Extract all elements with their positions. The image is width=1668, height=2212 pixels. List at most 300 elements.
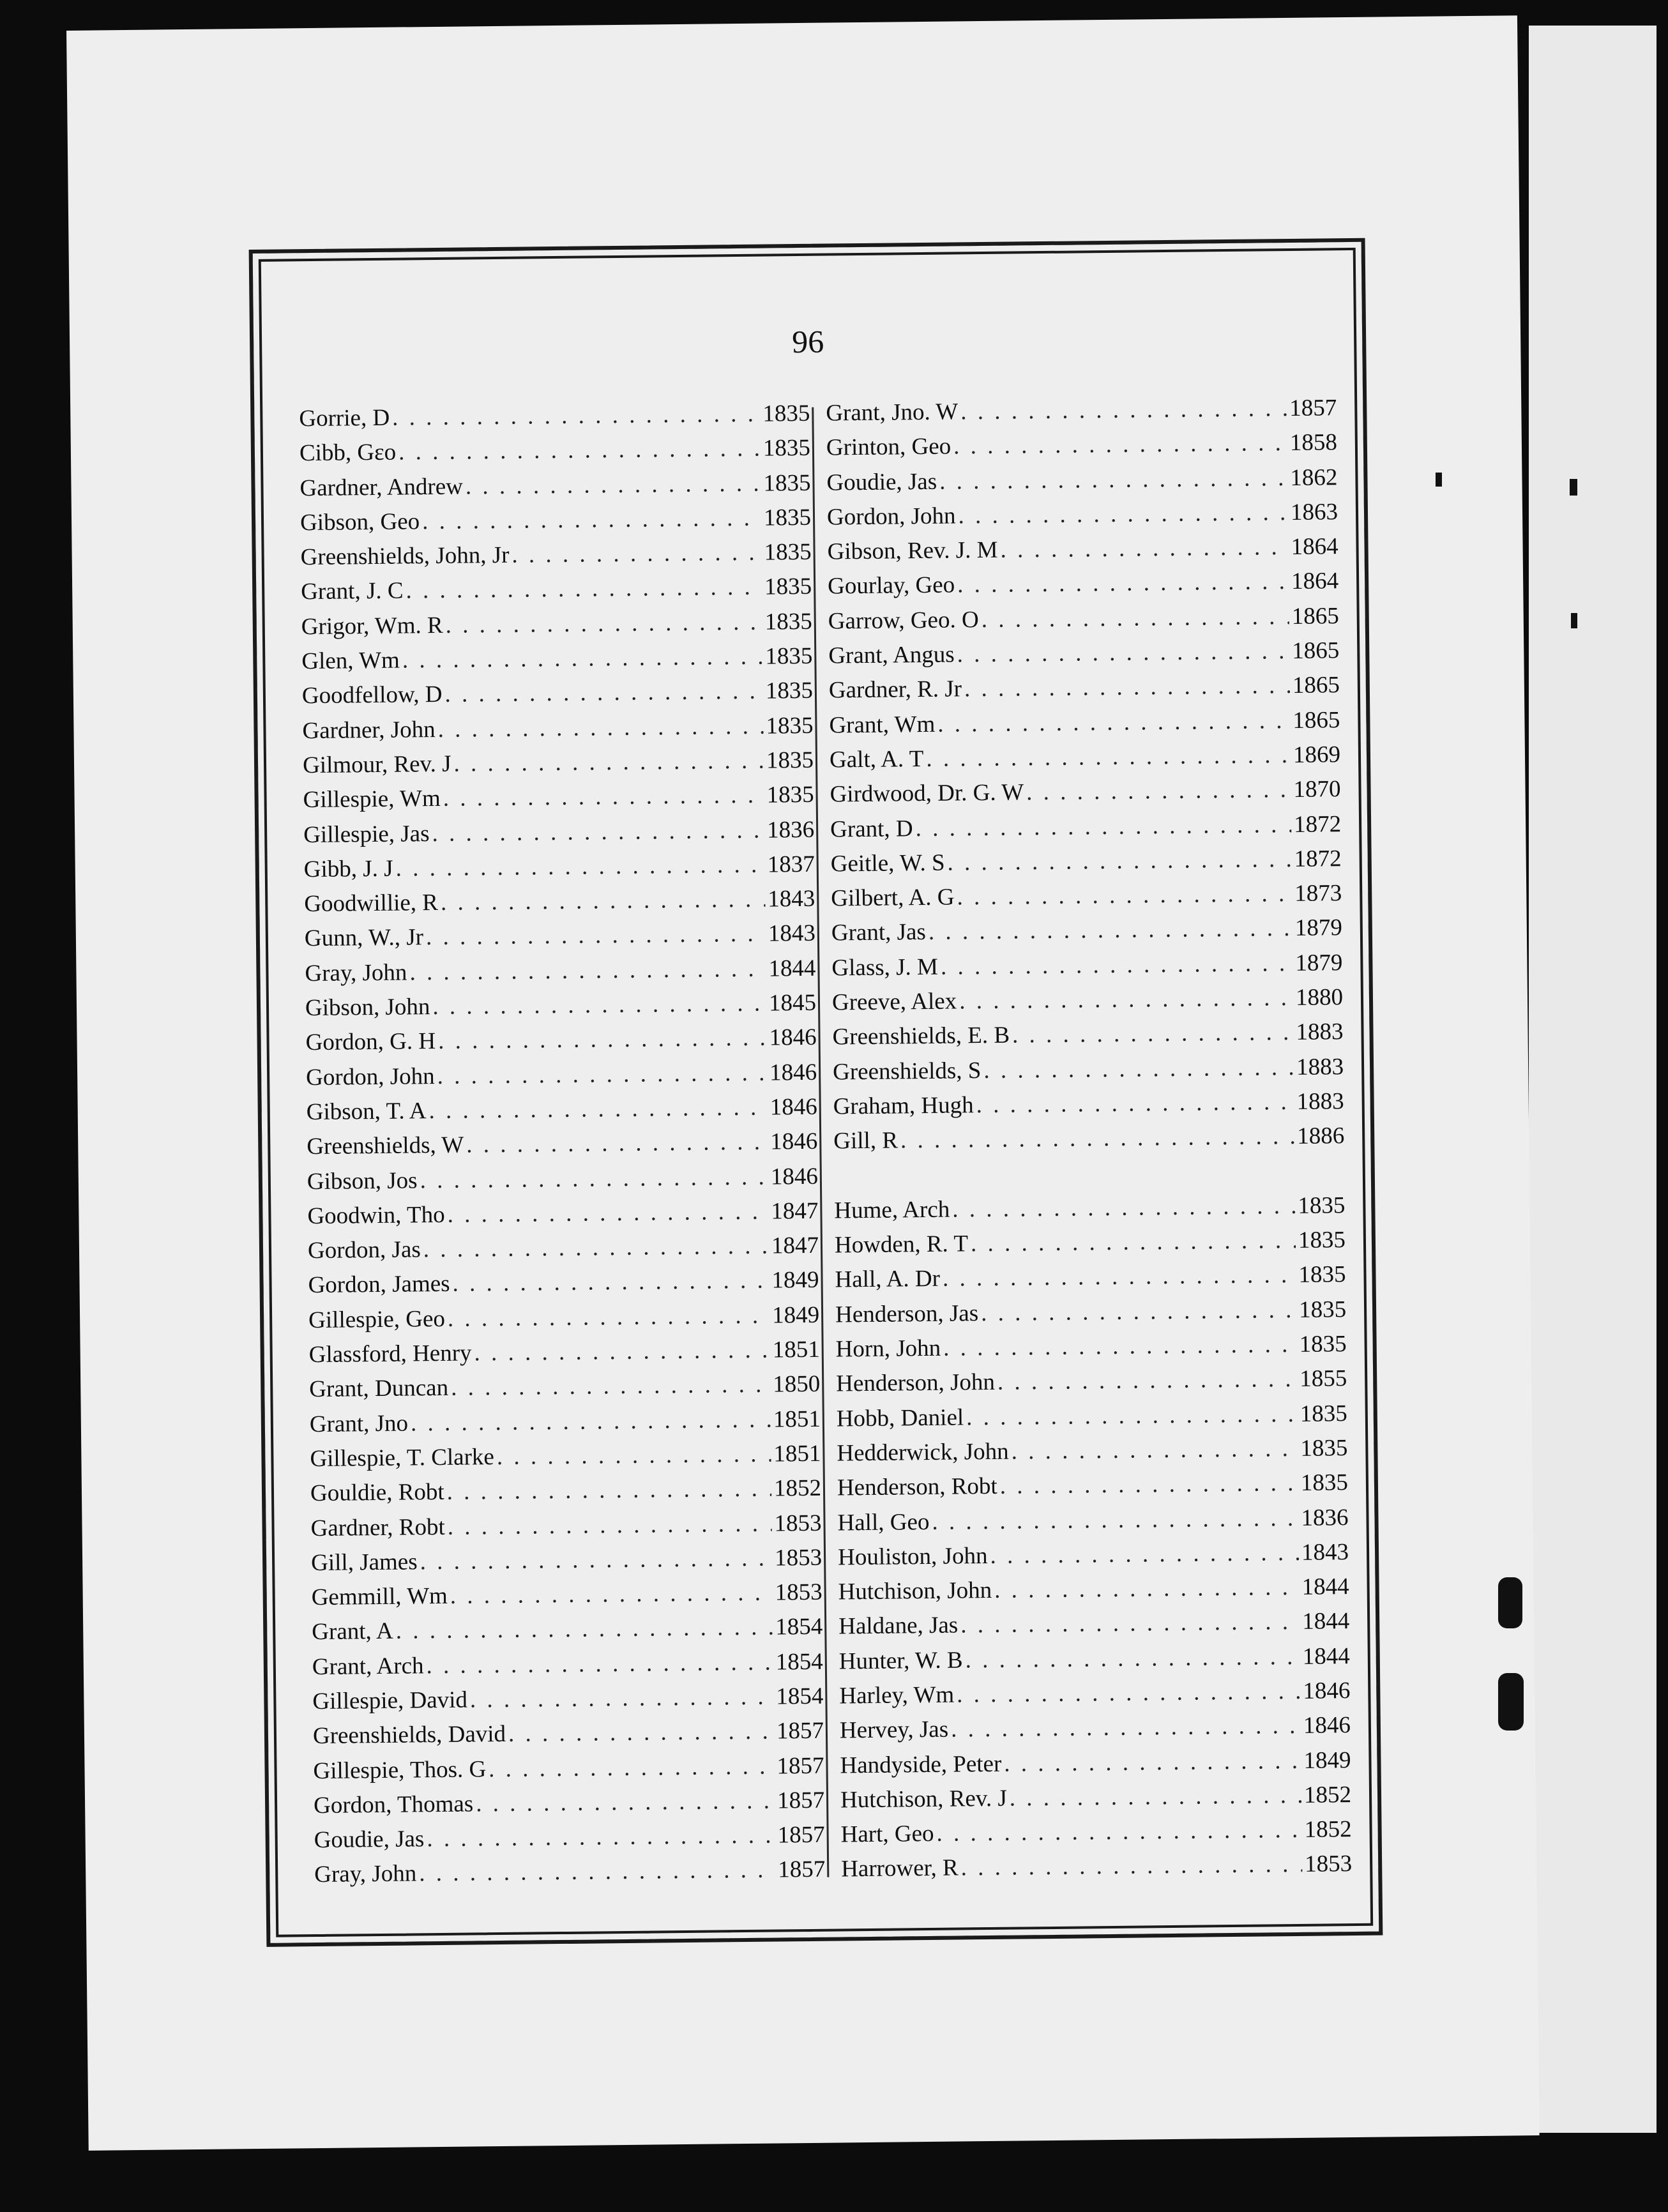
entry-year: 1835 [764, 573, 812, 601]
dot-leader [939, 464, 1288, 496]
list-item [826, 428, 1338, 469]
entry-name: Gardner, Andrew [299, 473, 464, 501]
entry-name: Grant, Wm [829, 711, 936, 739]
dot-leader [971, 1227, 1296, 1257]
entry-year: 1855 [1300, 1365, 1347, 1393]
dot-leader [943, 1261, 1296, 1292]
entry-year: 1836 [766, 816, 815, 844]
list-item [303, 746, 814, 787]
entry-name: Hart, Geo [840, 1821, 934, 1848]
entry-name: Geitle, W. S [830, 849, 945, 877]
dot-leader [997, 1365, 1298, 1396]
list-item [833, 1122, 1345, 1162]
entry-year: 1857 [777, 1821, 825, 1849]
list-item [827, 498, 1338, 538]
dot-leader [958, 499, 1288, 529]
list-item [310, 1440, 821, 1480]
list-item [839, 1642, 1351, 1683]
entry-year: 1853 [774, 1510, 822, 1537]
entry-year: 1835 [763, 469, 811, 497]
entry-name: Gibson, Jos [307, 1167, 418, 1195]
list-item [837, 1469, 1349, 1509]
section-gap [834, 1157, 1346, 1197]
margin-speck [1570, 479, 1577, 496]
page-border-frame [249, 238, 1383, 1947]
list-item [841, 1851, 1353, 1891]
dot-leader [466, 469, 761, 500]
entry-name: Gibson, John [305, 994, 430, 1022]
list-item [305, 920, 816, 960]
entry-year: 1853 [1304, 1851, 1353, 1878]
list-item [836, 1365, 1347, 1405]
entry-year: 1835 [766, 712, 814, 739]
entry-year: 1883 [1296, 1019, 1344, 1046]
entry-name: Grant, Arch [312, 1652, 424, 1680]
list-item [302, 711, 814, 752]
list-item [829, 672, 1340, 712]
entry-name: Garrow, Geo. O [828, 606, 979, 635]
list-item [301, 573, 812, 613]
list-item [827, 533, 1338, 573]
list-item [831, 949, 1343, 989]
entry-name: Haldane, Jas [838, 1612, 959, 1640]
list-item [309, 1370, 821, 1411]
list-item [831, 879, 1342, 920]
entry-name: Howden, R. T [834, 1231, 969, 1259]
entry-year: 1857 [778, 1856, 826, 1883]
entry-name: Glass, J. M [831, 953, 939, 981]
dot-leader [937, 707, 1291, 738]
dot-leader [450, 1579, 773, 1610]
list-item [314, 1856, 826, 1896]
entry-year: 1865 [1293, 706, 1340, 734]
margin-speck [1436, 473, 1442, 487]
list-item [828, 602, 1340, 642]
left-name-column [299, 400, 825, 1896]
entry-name: Horn, John [835, 1335, 941, 1363]
dot-leader [432, 816, 764, 847]
dot-leader [395, 851, 765, 882]
entry-name: Gouldie, Robt [310, 1479, 444, 1507]
entry-name: Hedderwick, John [837, 1438, 1009, 1467]
dot-leader [965, 1643, 1300, 1674]
dot-leader [406, 573, 762, 605]
list-item [312, 1648, 824, 1688]
entry-name: Hall, Geo [837, 1508, 930, 1536]
entry-name: Glassford, Henry [308, 1340, 472, 1368]
entry-year: 1843 [1301, 1538, 1349, 1566]
entry-year: 1835 [765, 678, 814, 704]
entry-year: 1857 [777, 1752, 824, 1780]
entry-name: Gordon, Jas [307, 1236, 421, 1264]
dot-leader [1000, 533, 1289, 564]
list-item [309, 1336, 821, 1376]
entry-year: 1854 [775, 1648, 824, 1676]
list-item [303, 781, 814, 821]
entry-name: Hunter, W. B [838, 1647, 963, 1675]
entry-year: 1846 [770, 1163, 819, 1190]
entry-name: Gibson, Geo [299, 508, 420, 536]
dot-leader [395, 1614, 773, 1645]
entry-name: Gordon, John [305, 1063, 435, 1091]
entry-name: Gibb, J. J [303, 855, 393, 883]
dot-leader [438, 1024, 767, 1055]
dot-leader [448, 1510, 772, 1540]
dot-leader [426, 1648, 773, 1679]
list-item [310, 1474, 822, 1515]
list-item [833, 1053, 1344, 1093]
entry-year: 1857 [777, 1787, 825, 1814]
entry-year: 1870 [1293, 776, 1341, 803]
entry-name: Greenshields, E. B [832, 1022, 1010, 1050]
list-item [301, 608, 813, 648]
list-item [305, 955, 816, 995]
entry-name: Grant, Jno. W [826, 398, 959, 427]
dot-leader [441, 886, 766, 916]
entry-year: 1836 [1301, 1504, 1349, 1531]
dot-leader [936, 1816, 1302, 1847]
entry-year: 1844 [1302, 1642, 1350, 1670]
list-item [837, 1434, 1348, 1474]
entry-year: 1883 [1296, 1088, 1344, 1115]
list-item [826, 464, 1338, 504]
dot-leader [1026, 776, 1291, 806]
dot-leader [915, 811, 1291, 842]
entry-name: Gordon, G. H [305, 1028, 436, 1056]
entry-year: 1844 [768, 955, 816, 982]
entry-name: Gillespie, Wm [303, 785, 441, 814]
list-item [835, 1330, 1347, 1370]
list-item [314, 1787, 825, 1827]
list-item [313, 1717, 824, 1757]
dot-leader [419, 1856, 775, 1888]
entry-name: Goudie, Jas [314, 1826, 425, 1854]
list-item [831, 914, 1343, 955]
list-item [840, 1746, 1351, 1787]
dot-leader [999, 1469, 1298, 1500]
entry-year: 1869 [1293, 741, 1341, 768]
entry-name: Henderson, Robt [837, 1473, 997, 1501]
entry-name: Harrower, R [841, 1855, 959, 1882]
dot-leader [497, 1440, 771, 1470]
entry-name: Gemmill, Wm [311, 1582, 448, 1611]
dot-leader [966, 1400, 1298, 1431]
list-item [310, 1509, 822, 1549]
dot-leader [402, 643, 763, 674]
dot-leader [960, 1851, 1302, 1882]
list-item [840, 1781, 1352, 1821]
entry-year: 1883 [1296, 1053, 1344, 1080]
entry-year: 1835 [766, 746, 814, 774]
entry-year: 1886 [1297, 1123, 1345, 1150]
entry-name: Grant, Angus [828, 641, 955, 669]
dot-leader [409, 955, 766, 986]
list-item [837, 1400, 1348, 1440]
entry-year: 1835 [764, 539, 812, 566]
entry-year: 1864 [1291, 568, 1339, 595]
dot-leader [959, 984, 1293, 1015]
entry-name: Hall, A. Dr [835, 1266, 941, 1293]
list-item [305, 989, 817, 1029]
entry-year: 1857 [776, 1718, 824, 1745]
entry-year: 1846 [770, 1128, 818, 1155]
dot-leader [448, 1301, 770, 1332]
entry-name: Graham, Hugh [833, 1092, 974, 1120]
entry-year: 1835 [1300, 1469, 1349, 1497]
entry-year: 1846 [769, 1059, 817, 1086]
list-item [830, 810, 1342, 851]
dot-leader [976, 1088, 1294, 1119]
entry-name: Gillespie, Jas [303, 820, 430, 848]
entry-year: 1873 [1294, 880, 1342, 907]
entry-year: 1837 [767, 851, 815, 878]
dot-leader [1004, 1746, 1301, 1777]
entry-year: 1835 [1299, 1331, 1347, 1358]
entry-year: 1846 [1303, 1678, 1351, 1704]
entry-name: Goodwin, Tho [307, 1201, 445, 1229]
entry-name: Grigor, Wm. R [301, 612, 443, 640]
entry-name: Gillespie, Thos. G [313, 1755, 487, 1784]
list-item [840, 1815, 1352, 1856]
entry-year: 1854 [775, 1614, 823, 1640]
dot-leader [1012, 1019, 1294, 1049]
entry-year: 1850 [773, 1371, 821, 1398]
dot-leader [474, 1337, 770, 1367]
list-item [308, 1266, 819, 1307]
list-item [312, 1613, 823, 1653]
entry-year: 1854 [776, 1683, 824, 1710]
dot-leader [960, 395, 1287, 425]
entry-name: Hutchison, John [838, 1577, 992, 1605]
list-item [312, 1683, 824, 1723]
entry-name: Grant, J. C [301, 578, 404, 605]
margin-speck [1498, 1673, 1524, 1731]
entry-name: Gilbert, A. G [831, 884, 955, 912]
dot-leader [941, 950, 1293, 981]
dot-leader [990, 1539, 1299, 1570]
dot-leader [900, 1123, 1295, 1154]
dot-leader [423, 1232, 770, 1264]
list-item [299, 469, 811, 509]
entry-name: Gardner, R. Jr [828, 676, 962, 704]
dot-leader [452, 1267, 769, 1298]
dot-leader [943, 1331, 1297, 1362]
entry-year: 1853 [774, 1544, 823, 1572]
entry-year: 1852 [1303, 1781, 1352, 1808]
dot-leader [953, 429, 1287, 460]
dot-leader [1011, 1435, 1298, 1466]
dot-leader [453, 747, 764, 778]
dot-leader [957, 880, 1292, 911]
entry-name: Gillespie, T. Clarke [310, 1444, 495, 1473]
list-item [837, 1504, 1349, 1544]
entry-year: 1862 [1290, 464, 1338, 491]
entry-year: 1835 [765, 642, 813, 670]
list-item [830, 775, 1341, 815]
entry-year: 1846 [770, 1093, 817, 1121]
entry-year: 1844 [1301, 1573, 1349, 1600]
dot-leader [964, 672, 1290, 702]
list-item [307, 1128, 818, 1168]
dot-leader [420, 1163, 768, 1194]
entry-name: Henderson, Jas [835, 1299, 979, 1328]
dot-leader [957, 568, 1289, 598]
list-item [311, 1579, 823, 1619]
dot-leader [420, 1544, 772, 1575]
entry-name: Gordon, Thomas [313, 1791, 474, 1819]
list-item [835, 1226, 1346, 1266]
entry-name: Hobb, Daniel [836, 1404, 964, 1432]
entry-year: 1852 [1304, 1816, 1352, 1844]
list-item [313, 1752, 824, 1792]
list-item [310, 1405, 821, 1445]
entry-name: Goudie, Jas [826, 468, 937, 496]
list-item [311, 1544, 823, 1584]
dot-leader [428, 1094, 768, 1125]
entry-name: Gordon, John [826, 503, 956, 531]
entry-name: Gray, John [305, 959, 407, 987]
page-number: 96 [791, 323, 824, 360]
list-item [835, 1261, 1346, 1301]
entry-year: 1835 [762, 435, 811, 462]
dot-leader [929, 914, 1293, 946]
list-item [834, 1192, 1346, 1232]
entry-name: Handyside, Peter [840, 1750, 1002, 1779]
dot-leader [392, 400, 761, 432]
dot-leader [508, 1718, 774, 1748]
entry-name: Gunn, W., Jr [304, 924, 424, 952]
entry-name: Houliston, John [837, 1542, 988, 1571]
list-item [300, 504, 812, 544]
entry-year: 1872 [1293, 810, 1342, 838]
entry-name: Gillespie, Geo [308, 1305, 446, 1333]
list-item [832, 1018, 1344, 1058]
dot-leader [432, 990, 766, 1020]
entry-name: Galt, A. T [829, 745, 924, 773]
dot-leader [960, 1608, 1300, 1639]
entry-name: Harley, Wm [839, 1681, 955, 1709]
list-item [839, 1677, 1351, 1717]
entry-name: Grant, A [312, 1618, 393, 1646]
entry-name: Gibson, Rev. J. M [827, 536, 998, 565]
entry-year: 1835 [1298, 1261, 1346, 1289]
dot-leader [951, 1712, 1301, 1743]
list-item [828, 637, 1340, 677]
margin-speck [1571, 613, 1577, 628]
dot-leader [983, 1054, 1294, 1084]
entry-year: 1835 [762, 400, 810, 427]
entry-name: Hervey, Jas [839, 1716, 949, 1744]
list-item [300, 538, 812, 579]
entry-name: Gordon, James [308, 1271, 450, 1299]
dot-leader [447, 1197, 768, 1228]
entry-year: 1863 [1290, 499, 1338, 526]
list-item [307, 1162, 819, 1202]
dot-leader [926, 741, 1291, 773]
entry-year: 1844 [1301, 1608, 1350, 1635]
dot-leader [932, 1504, 1299, 1535]
entry-year: 1847 [771, 1197, 819, 1225]
list-item [308, 1301, 820, 1341]
entry-year: 1864 [1291, 533, 1338, 561]
entry-name: Gourlay, Geo [827, 572, 955, 600]
entry-year: 1865 [1292, 637, 1340, 665]
entry-name: Gardner, Robt [310, 1513, 445, 1542]
dot-leader [427, 1822, 775, 1853]
dot-leader [981, 603, 1289, 633]
dot-leader [446, 1475, 771, 1506]
entry-year: 1835 [1300, 1435, 1348, 1462]
dot-leader [1010, 1782, 1302, 1812]
entry-name: Gillespie, David [312, 1686, 468, 1715]
dot-leader [957, 637, 1289, 668]
list-item [829, 706, 1340, 746]
dot-leader [451, 1371, 771, 1402]
entry-year: 1849 [771, 1267, 819, 1294]
dot-leader [952, 1192, 1296, 1223]
entry-year: 1843 [768, 885, 815, 913]
dot-leader [470, 1683, 774, 1714]
entry-year: 1835 [1298, 1192, 1346, 1219]
list-item [826, 394, 1337, 434]
list-item [833, 1087, 1344, 1128]
entry-year: 1853 [775, 1579, 823, 1606]
entry-name: Hutchison, Rev. J [840, 1785, 1007, 1814]
entry-name: Greeve, Alex [831, 988, 957, 1016]
list-item [307, 1197, 819, 1238]
entry-name: Greenshields, David [312, 1721, 506, 1750]
dot-leader [426, 920, 766, 951]
entry-year: 1835 [1298, 1296, 1347, 1323]
entry-year: 1835 [763, 504, 812, 531]
dot-leader [957, 1678, 1301, 1709]
entry-name: Hume, Arch [834, 1196, 950, 1224]
entry-year: 1845 [768, 989, 817, 1017]
list-item [840, 1711, 1351, 1752]
list-item [299, 400, 810, 440]
entry-year: 1849 [1303, 1746, 1351, 1774]
list-item [308, 1232, 819, 1272]
entry-name: Greenshields, W [307, 1132, 464, 1160]
entry-year: 1849 [771, 1301, 820, 1329]
list-item [835, 1296, 1347, 1336]
entry-year: 1843 [768, 920, 816, 948]
entry-year: 1852 [773, 1474, 822, 1502]
list-item [838, 1607, 1350, 1648]
list-item [302, 677, 814, 717]
dot-leader [981, 1296, 1296, 1327]
entry-year: 1851 [772, 1336, 820, 1363]
list-item [838, 1573, 1349, 1613]
entry-year: 1880 [1295, 984, 1344, 1011]
margin-speck [1498, 1577, 1522, 1628]
right-name-column [826, 394, 1352, 1890]
list-item [828, 568, 1339, 608]
entry-name: Grant, Jas [831, 919, 927, 946]
entry-name: Gill, James [310, 1549, 418, 1576]
dot-leader [445, 608, 762, 639]
list-item [303, 815, 815, 856]
list-item [301, 642, 813, 683]
entry-name: Gilmour, Rev. J [302, 750, 451, 779]
entry-name: Gray, John [314, 1860, 417, 1888]
entry-name: Grant, Duncan [309, 1375, 449, 1403]
entry-name: Grant, Jno [309, 1410, 409, 1437]
list-item [838, 1538, 1349, 1579]
entry-year: 1846 [769, 1024, 817, 1051]
entry-year: 1847 [771, 1232, 819, 1259]
entry-name: Goodwillie, R [304, 890, 439, 918]
